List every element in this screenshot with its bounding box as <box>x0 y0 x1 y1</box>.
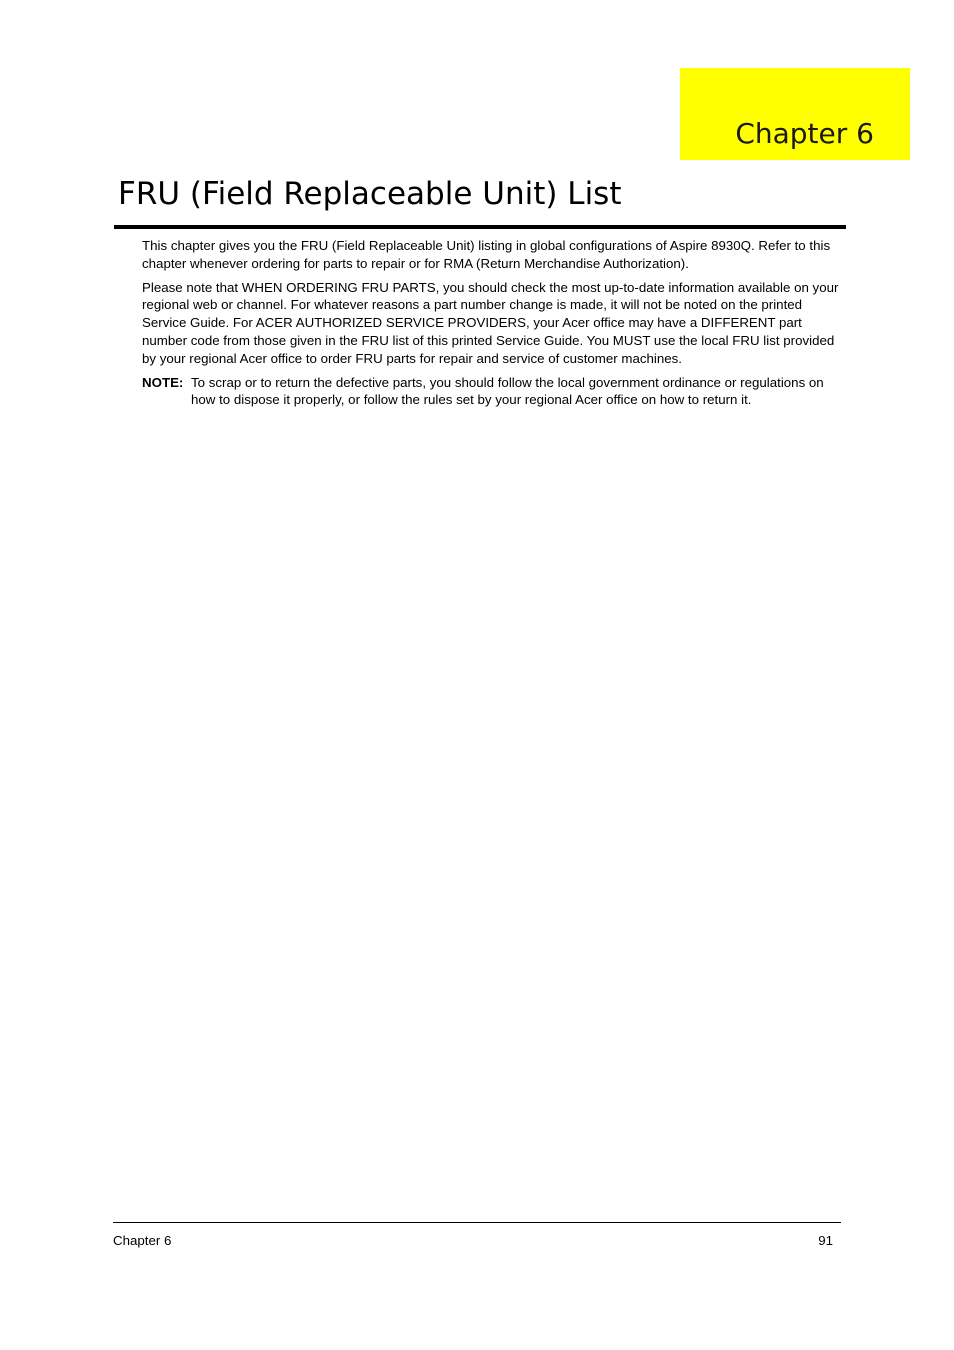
ordering-paragraph: Please note that WHEN ORDERING FRU PARTS, you should check the most up-to-date information available on your regional web or channel. For whatever reasons a part number change is made, it will not be noted on the printed Service Guide. For ACER AUTHORIZED SERVICE PROVIDERS, your Acer office may have a DIFFERENT part number code from those given in the FRU list of this printed Service Guide. You MUST use the local FRU list provided by your regional Acer office to order FRU parts for repair and service of customer machines. <box>142 279 839 366</box>
chapter-tab <box>680 68 910 160</box>
page-title: FRU (Field Replaceable Unit) List <box>118 176 622 212</box>
footer-page-number: 91 <box>818 1233 833 1248</box>
intro-paragraph: This chapter gives you the FRU (Field Replaceable Unit) listing in global configurations of Aspire 8930Q. Refer to this chapter whenever ordering for parts to repair or for RMA (Return Merchandise Authorization). <box>142 238 831 271</box>
note-block <box>142 374 840 410</box>
body-text <box>142 237 840 409</box>
note-label: NOTE: <box>142 374 184 390</box>
note-text: To scrap or to return the defective parts, you should follow the local government ordinance or regulations on how to dispose it properly, or follow the rules set by your regional Acer office on how to return it. <box>191 374 824 408</box>
footer-divider <box>113 1222 841 1223</box>
title-divider <box>114 225 846 229</box>
footer-chapter: Chapter 6 <box>113 1233 172 1248</box>
chapter-tab-label: Chapter 6 <box>735 117 874 150</box>
